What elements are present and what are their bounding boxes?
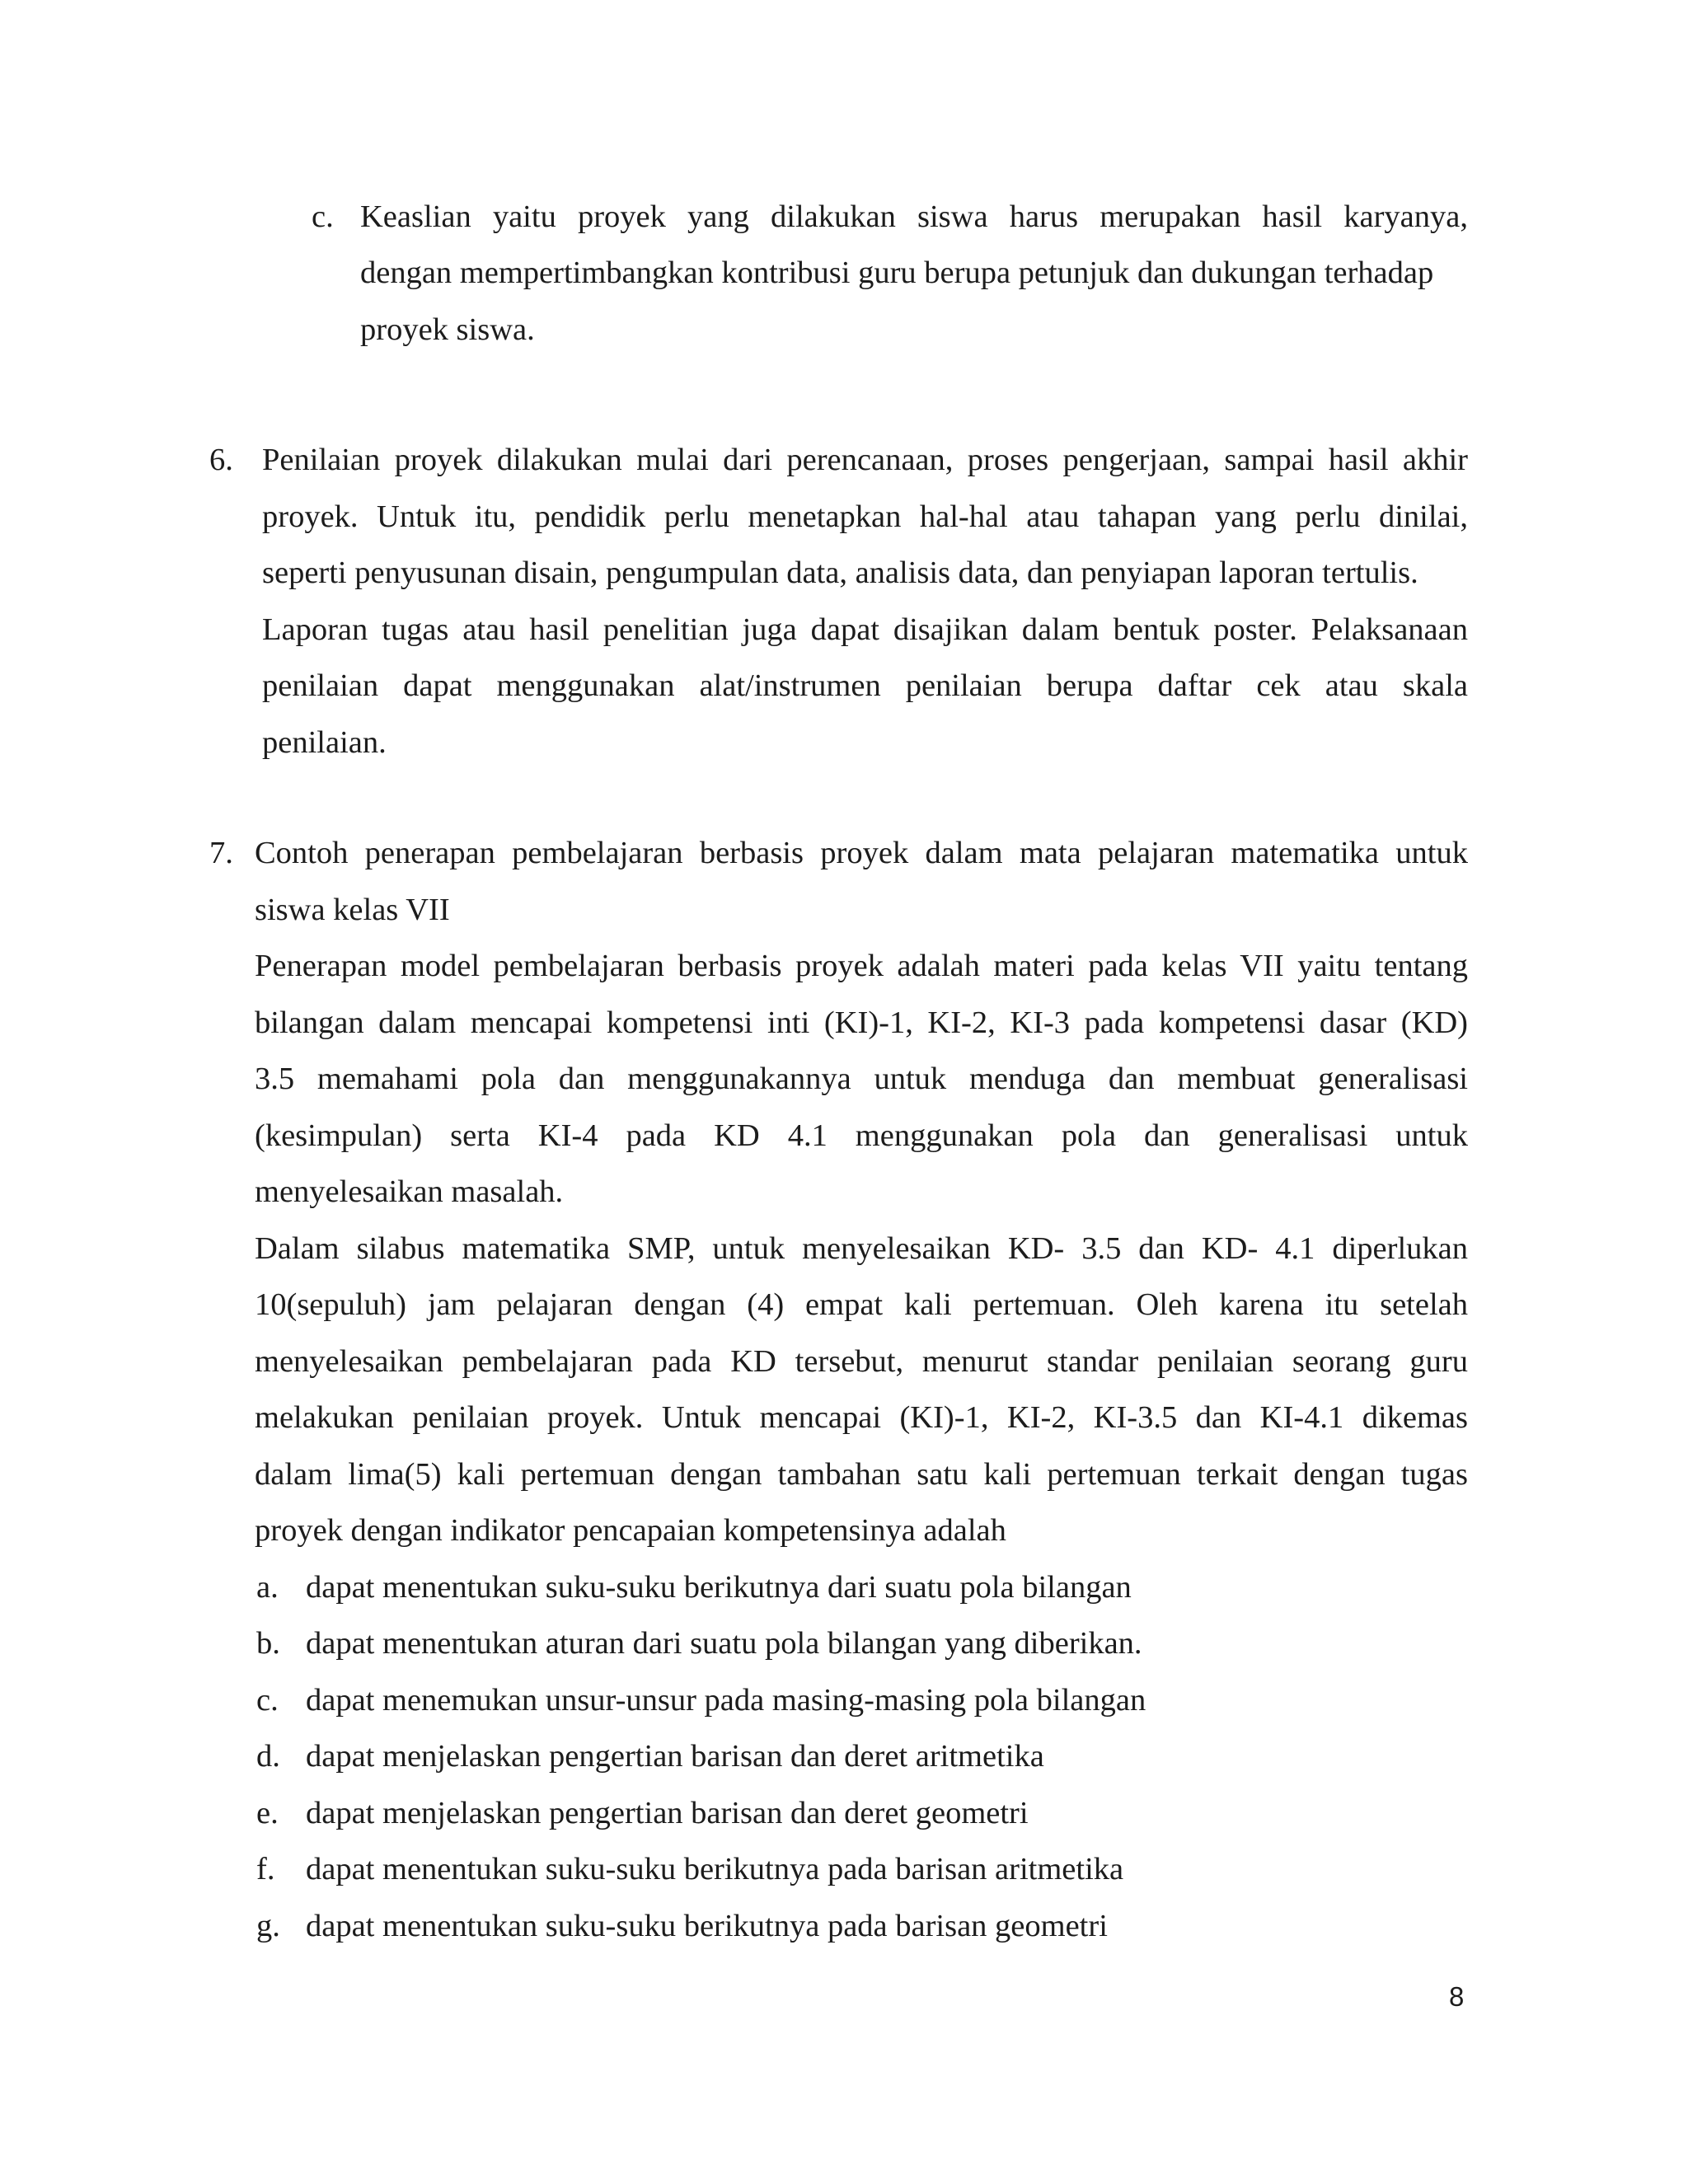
list-marker: g. bbox=[256, 1909, 280, 1943]
paragraph-line: Penerapan model pembelajaran berbasis proyek adalah materi pada kelas VII yaitu tentang bbox=[255, 949, 1468, 983]
paragraph-line: 3.5 memahami pola dan menggunakannya untuk menduga dan membuat generalisasi bbox=[255, 1062, 1468, 1096]
paragraph-line: Keaslian yaitu proyek yang dilakukan siswa harus merupakan hasil karyanya, bbox=[360, 199, 1468, 234]
paragraph-line: proyek dengan indikator pencapaian kompetensinya adalah bbox=[255, 1513, 1006, 1548]
list-item: dapat menemukan unsur-unsur pada masing-masing pola bilangan bbox=[306, 1683, 1146, 1718]
paragraph-line: bilangan dalam mencapai kompetensi inti (KI)-1, KI-2, KI-3 pada kompetensi dasar (KD) bbox=[255, 1005, 1468, 1040]
paragraph-line: dalam lima(5) kali pertemuan dengan tambahan satu kali pertemuan terkait dengan tugas bbox=[255, 1457, 1468, 1492]
list-marker: b. bbox=[256, 1626, 280, 1661]
paragraph-line: penilaian. bbox=[262, 725, 387, 760]
list-marker: d. bbox=[256, 1739, 280, 1774]
list-marker: e. bbox=[256, 1796, 279, 1830]
paragraph-line: menyelesaikan pembelajaran pada KD tersebut, menurut standar penilaian seorang guru bbox=[255, 1344, 1468, 1379]
list-item: dapat menentukan suku-suku berikutnya pada barisan geometri bbox=[306, 1909, 1108, 1943]
paragraph-line: (kesimpulan) serta KI-4 pada KD 4.1 menggunakan pola dan generalisasi untuk bbox=[255, 1118, 1468, 1153]
paragraph-line: seperti penyusunan disain, pengumpulan data, analisis data, dan penyiapan laporan tertulis. bbox=[262, 555, 1418, 590]
list-item: dapat menentukan suku-suku berikutnya pada barisan aritmetika bbox=[306, 1852, 1124, 1886]
list-marker: 7. bbox=[209, 836, 233, 870]
paragraph-line: dengan mempertimbangkan kontribusi guru berupa petunjuk dan dukungan terhadap bbox=[360, 255, 1434, 290]
list-item: dapat menjelaskan pengertian barisan dan deret aritmetika bbox=[306, 1739, 1044, 1774]
list-marker: c. bbox=[256, 1683, 279, 1718]
paragraph-line: Laporan tugas atau hasil penelitian juga dapat disajikan dalam bentuk poster. Pelaksanaan bbox=[262, 612, 1468, 647]
list-item: dapat menjelaskan pengertian barisan dan deret geometri bbox=[306, 1796, 1029, 1830]
heading-line: Contoh penerapan pembelajaran berbasis proyek dalam mata pelajaran matematika untuk bbox=[255, 836, 1468, 870]
paragraph-line: menyelesaikan masalah. bbox=[255, 1174, 564, 1209]
heading-line: siswa kelas VII bbox=[255, 893, 450, 927]
list-marker: a. bbox=[256, 1570, 279, 1605]
list-item: dapat menentukan aturan dari suatu pola bilangan yang diberikan. bbox=[306, 1626, 1142, 1661]
page-number: 8 bbox=[1449, 1981, 1465, 2012]
list-marker: f. bbox=[256, 1852, 275, 1886]
paragraph-line: 10(sepuluh) jam pelajaran dengan (4) empat kali pertemuan. Oleh karena itu setelah bbox=[255, 1287, 1468, 1322]
list-marker: 6. bbox=[209, 443, 233, 477]
paragraph-line: Penilaian proyek dilakukan mulai dari perencanaan, proses pengerjaan, sampai hasil akhir bbox=[262, 443, 1468, 477]
paragraph-line: proyek. Untuk itu, pendidik perlu menetapkan hal-hal atau tahapan yang perlu dinilai, bbox=[262, 499, 1468, 534]
paragraph-line: penilaian dapat menggunakan alat/instrumen penilaian berupa daftar cek atau skala bbox=[262, 668, 1468, 703]
list-marker: c. bbox=[312, 199, 334, 234]
paragraph-line: Dalam silabus matematika SMP, untuk menyelesaikan KD- 3.5 dan KD- 4.1 diperlukan bbox=[255, 1231, 1468, 1266]
paragraph-line: proyek siswa. bbox=[360, 312, 535, 347]
list-item: dapat menentukan suku-suku berikutnya dari suatu pola bilangan bbox=[306, 1570, 1132, 1605]
paragraph-line: melakukan penilaian proyek. Untuk mencapai (KI)-1, KI-2, KI-3.5 dan KI-4.1 dikemas bbox=[255, 1400, 1468, 1435]
